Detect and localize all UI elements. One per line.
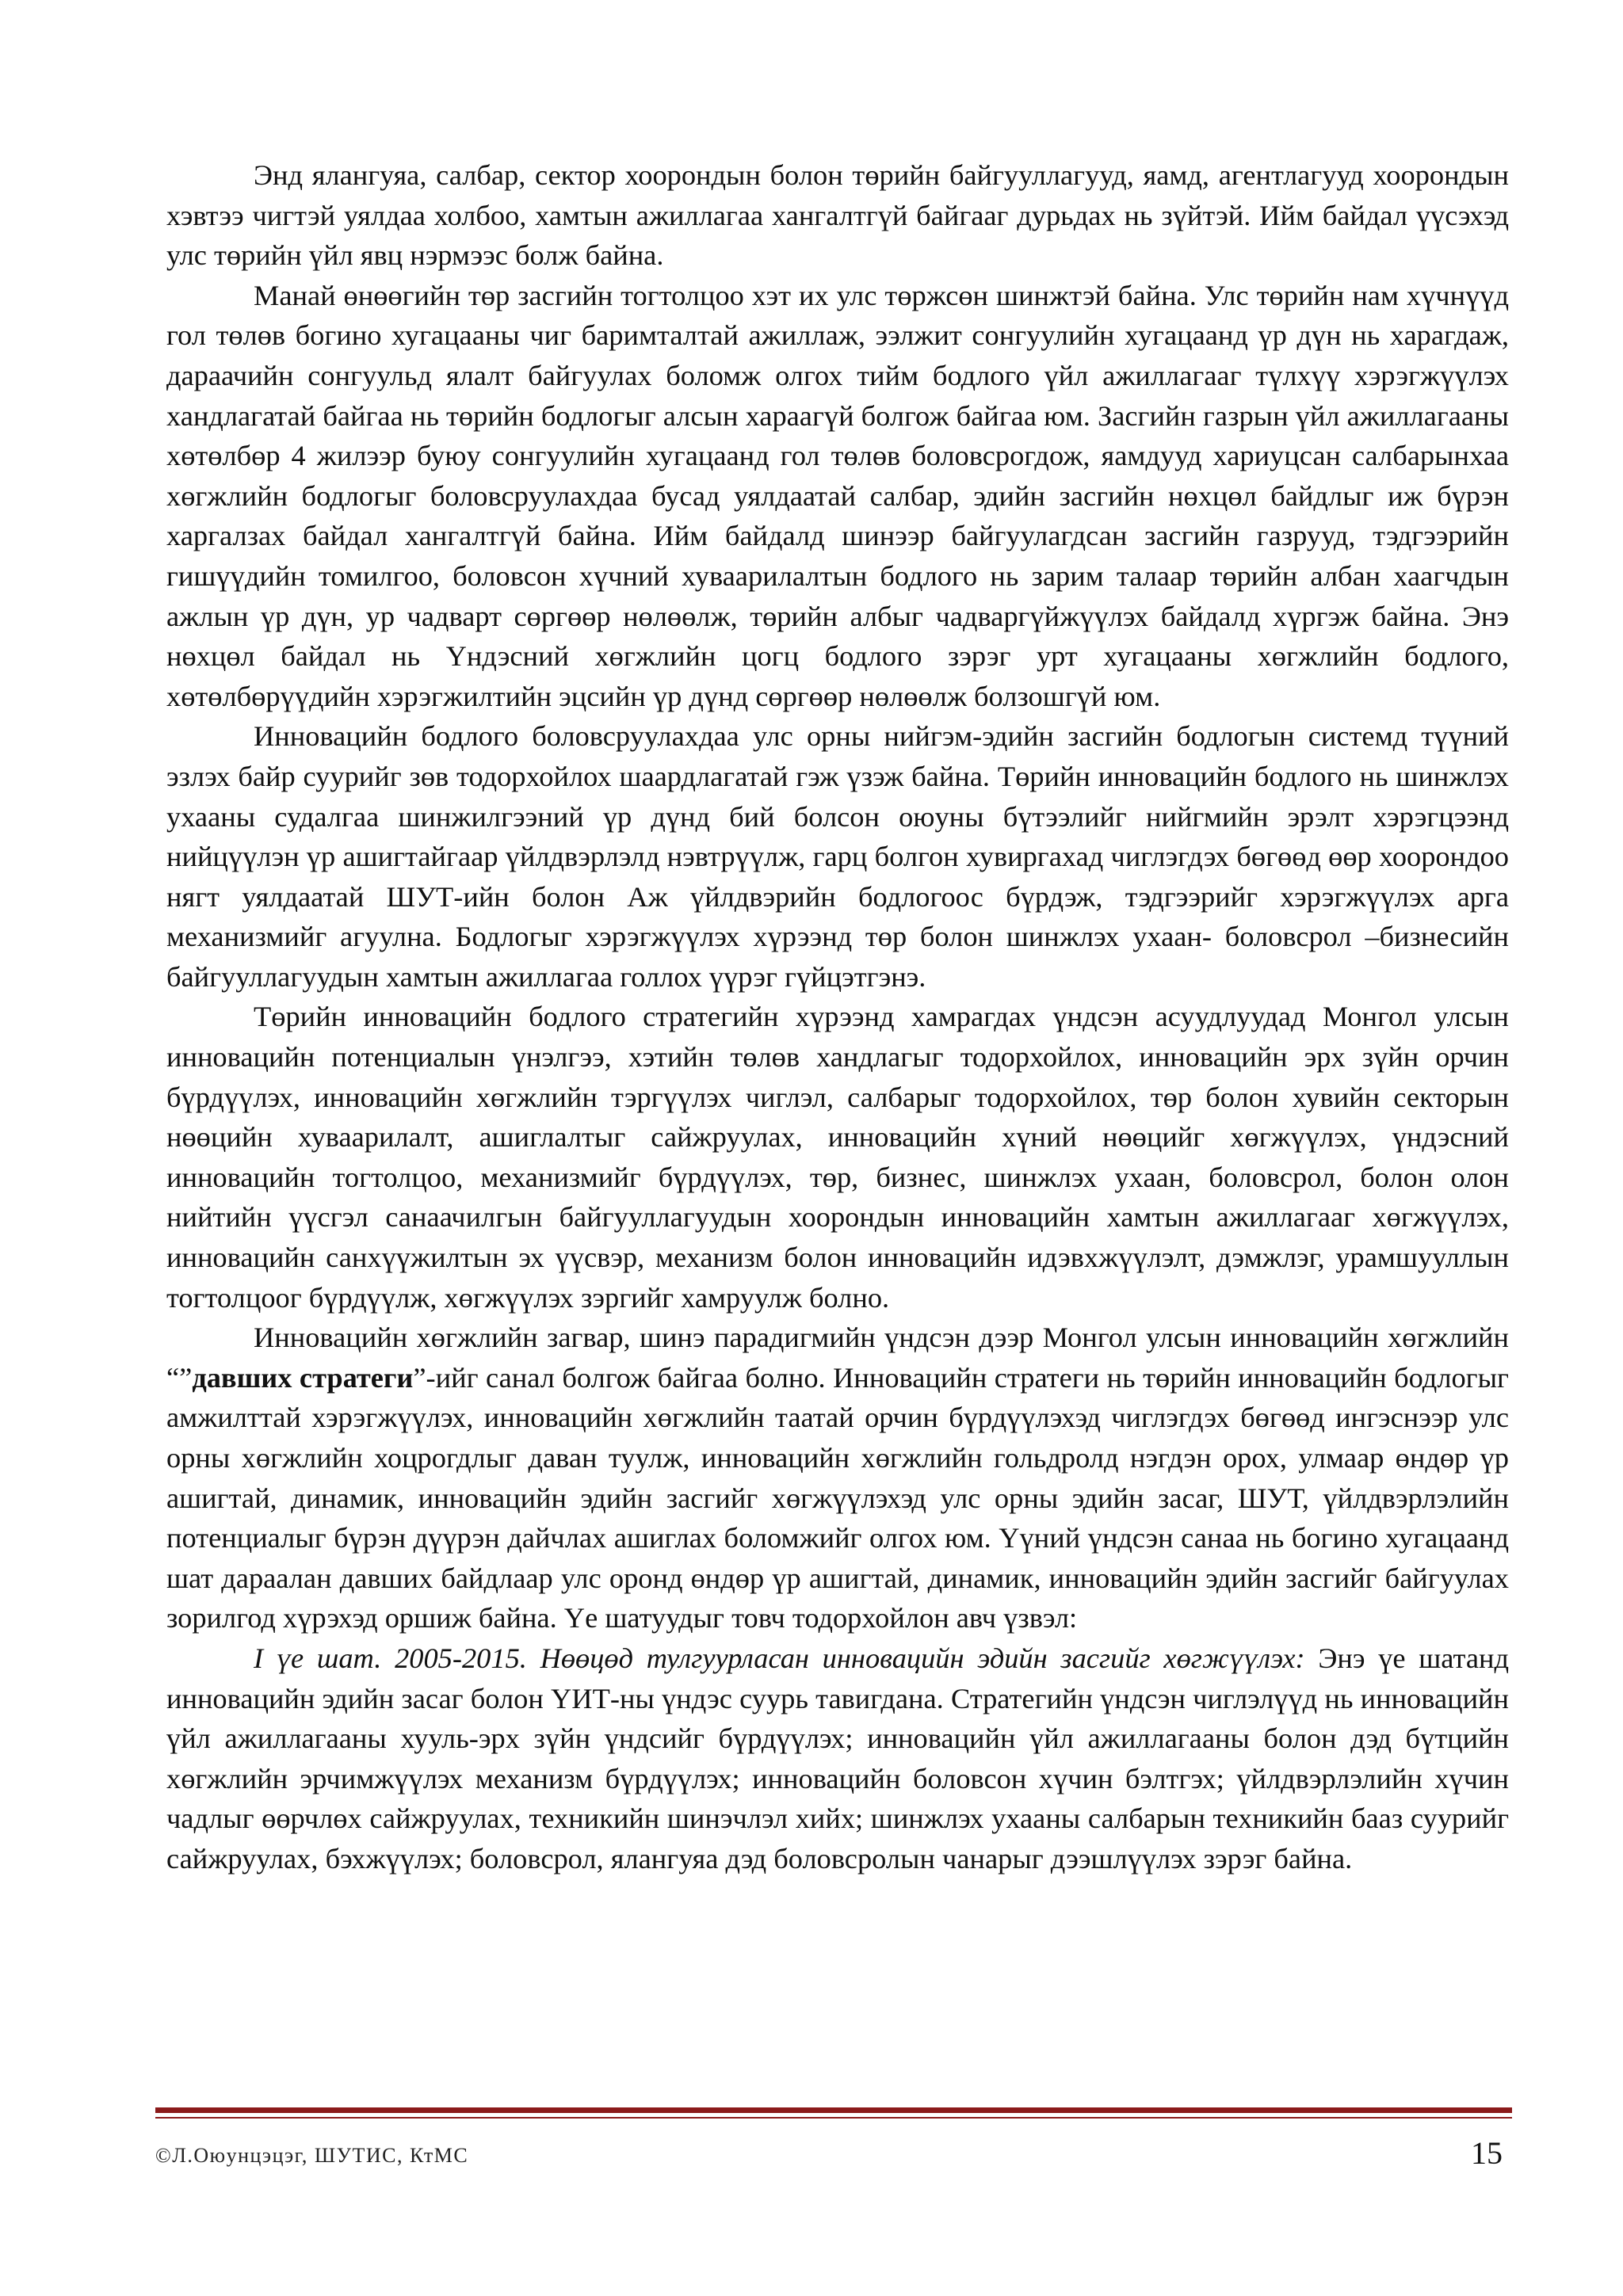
page-number: 15: [1471, 2135, 1503, 2171]
footer-rule-thin: [155, 2117, 1512, 2119]
paragraph-5: [166, 1318, 1509, 1638]
paragraph-6-text-after: Энэ үе шатанд инновацийн эдийн засаг болон ҮИТ-ны үндэс суурь тавигдана. Стратегийн үндсэн чиглэлүүд нь инновацийн үйл ажиллагааны хууль-эрх зүйн үндсийг бүрдүүлэх; инновацийн үйл ажиллагааны болон дэд бүтцийн хөгжлийн эрчимжүүлэх механизм бүрдүүлэх; инновацийн боловсон хүчин бэлтгэх; үйлдвэрлэлийн хүчин чадлыг өөрчлөх сайжруулах, техникийн шинэчлэл хийх; шинжлэх ухааны салбарын техникийн бааз суурийг сайжруулах, бэхжүүлэх; боловсрол, ялангуяа дэд боловсролын чанарыг дээшлүүлэх зэрэг байна.: [166, 1642, 1509, 1875]
paragraph-4: Төрийн инновацийн бодлого стратегийн хүрээнд хамрагдах үндсэн асуудлуудад Монгол улсын инновацийн потенциалын үнэлгээ, хэтийн төлөв хандлагыг тодорхойлох, инновацийн эрх зүйн орчин бүрдүүлэх, инновацийн хөгжлийн тэргүүлэх чиглэл, салбарыг тодорхойлох, төр болон хувийн секторын нөөцийн хуваарилалт, ашиглалтыг сайжруулах, инновацийн хүний нөөцийг хөгжүүлэх, үндэсний инновацийн тогтолцоо, механизмийг бүрдүүлэх, төр, бизнес, шинжлэх ухаан, боловсрол, болон олон нийтийн үүсгэл санаачилгын байгууллагуудын хоорондын инновацийн хамтын ажиллагааг хөгжүүлэх, инновацийн санхүүжилтын эх үүсвэр, механизм болон инновацийн идэвхжүүлэлт, дэмжлэг, урамшууллын тогтолцоог бүрдүүлж, хөгжүүлэх зэргийг хамруулж болно.: [166, 1001, 1509, 1314]
paragraph-6: [166, 1638, 1509, 1879]
paragraph-2: Манай өнөөгийн төр засгийн тогтолцоо хэт их улс төржсөн шинжтэй байна. Улс төрийн нам хүчнүүд гол төлөв богино хугацааны чиг баримталтай ажиллаж, ээлжит сонгуулийн хугацаанд үр дүн нь харагдаж, дараачийн сонгуульд ялалт байгуулах боломж олгох тийм бодлого үйл ажиллагааг түлхүү хэрэгжүүлэх хандлагатай байгаа нь төрийн бодлогыг алсын хараагүй болгож байгаа юм. Засгийн газрын үйл ажиллагааны хөтөлбөр 4 жилээр буюу сонгуулийн хугацаанд гол төлөв боловсрогдож, яамдууд хариуцсан салбарынхаа хөгжлийн бодлогыг боловсруулахдаа бусад уялдаатай салбар, эдийн засгийн нөхцөл байдлыг иж бүрэн харгалзах байдал хангалтгүй байна. Ийм байдалд шинээр байгуулагдсан засгийн газрууд, тэдгээрийн гишүүдийн томилгоо, боловсон хүчний хуваарилалтын бодлого нь зарим талаар төрийн албан хаагчдын ажлын үр дүн, ур чадварт сөргөөр нөлөөлж, төрийн албыг чадваргүйжүүлэх байдалд хүргэж байна. Энэ нөхцөл байдал нь Үндэсний хөгжлийн цогц бодлого зэрэг урт хугацааны хөгжлийн бодлого, хөтөлбөрүүдийн хэрэгжилтийн эцсийн үр дүнд сөргөөр нөлөөлж болзошгүй юм.: [166, 279, 1509, 712]
paragraph-5-text-before: Инновацийн хөгжлийн загвар, шинэ парадигмийн үндсэн дээр Монгол улсын инновацийн хөгжлийн “”: [166, 1322, 1509, 1394]
footer-rule-thick: [155, 2107, 1512, 2113]
paragraph-5-bold-term: давших стратеги: [192, 1361, 414, 1394]
paragraph-6-italic-heading: I үе шат. 2005-2015. Нөөцөд тулгуурласан инновацийн эдийн засгийг хөгжүүлэх:: [254, 1642, 1305, 1674]
paragraph-3: Инновацийн бодлого боловсруулахдаа улс орны нийгэм-эдийн засгийн бодлогын системд түүний эзлэх байр суурийг зөв тодорхойлох шаардлагатай гэж үзэж байна. Төрийн инновацийн бодлого нь шинжлэх ухааны судалгаа шинжилгээний үр дүнд бий болсон оюуны бүтээлийг нийгмийн эрэлт хэрэгцээнд нийцүүлэн үр ашигтайгаар үйлдвэрлэлд нэвтрүүлж, гарц болгон хувиргахад чиглэгдэх бөгөөд өөр хоорондоо нягт уялдаатай ШУТ-ийн болон Аж үйлдвэрийн бодлогоос бүрдэж, тэдгээрийг хэрэгжүүлэх арга механизмийг агуулна. Бодлогыг хэрэгжүүлэх хүрээнд төр болон шинжлэх ухаан- боловсрол –бизнесийн байгууллагуудын хамтын ажиллагаа голлох үүрэг гүйцэтгэнэ.: [166, 720, 1509, 993]
paragraph-1: Энд ялангуяа, салбар, сектор хоорондын болон төрийн байгууллагууд, яамд, агентлагууд хоорондын хэвтээ чигтэй уялдаа холбоо, хамтын ажиллагаа хангалтгүй байгааг дурьдах нь зүйтэй. Ийм байдал үүсэхэд улс төрийн үйл явц нэрмээс болж байна.: [166, 159, 1509, 272]
page-body: [166, 155, 1509, 1879]
footer-credit: ©Л.Оюунцэцэг, ШУТИС, КтМС: [155, 2144, 469, 2167]
paragraph-5-text-after: ”-ийг санал болгож байгаа болно. Инновацийн стратеги нь төрийн инновацийн бодлогыг амжилттай хэрэгжүүлэх, инновацийн хөгжлийн таатай орчин бүрдүүлэхэд чиглэгдэх бөгөөд ингэснээр улс орны хөгжлийн хоцрогдлыг даван туулж, инновацийн хөгжлийн гольдролд нэгдэн орох, улмаар өндөр үр ашигтай, динамик, инновацийн эдийн засгийг хөгжүүлэхэд улс орны эдийн засаг, ШУТ, үйлдвэрлэлийн потенциалыг бүрэн дүүрэн дайчлах ашиглах боломжийг олгох юм. Үүний үндсэн санаа нь богино хугацаанд шат дараалан давших байдлаар улс оронд өндөр үр ашигтай, динамик, инновацийн эдийн засгийг байгуулах зорилгод хүрэхэд оршиж байна. Үе шатуудыг товч тодорхойлон авч үзвэл:: [166, 1361, 1509, 1634]
